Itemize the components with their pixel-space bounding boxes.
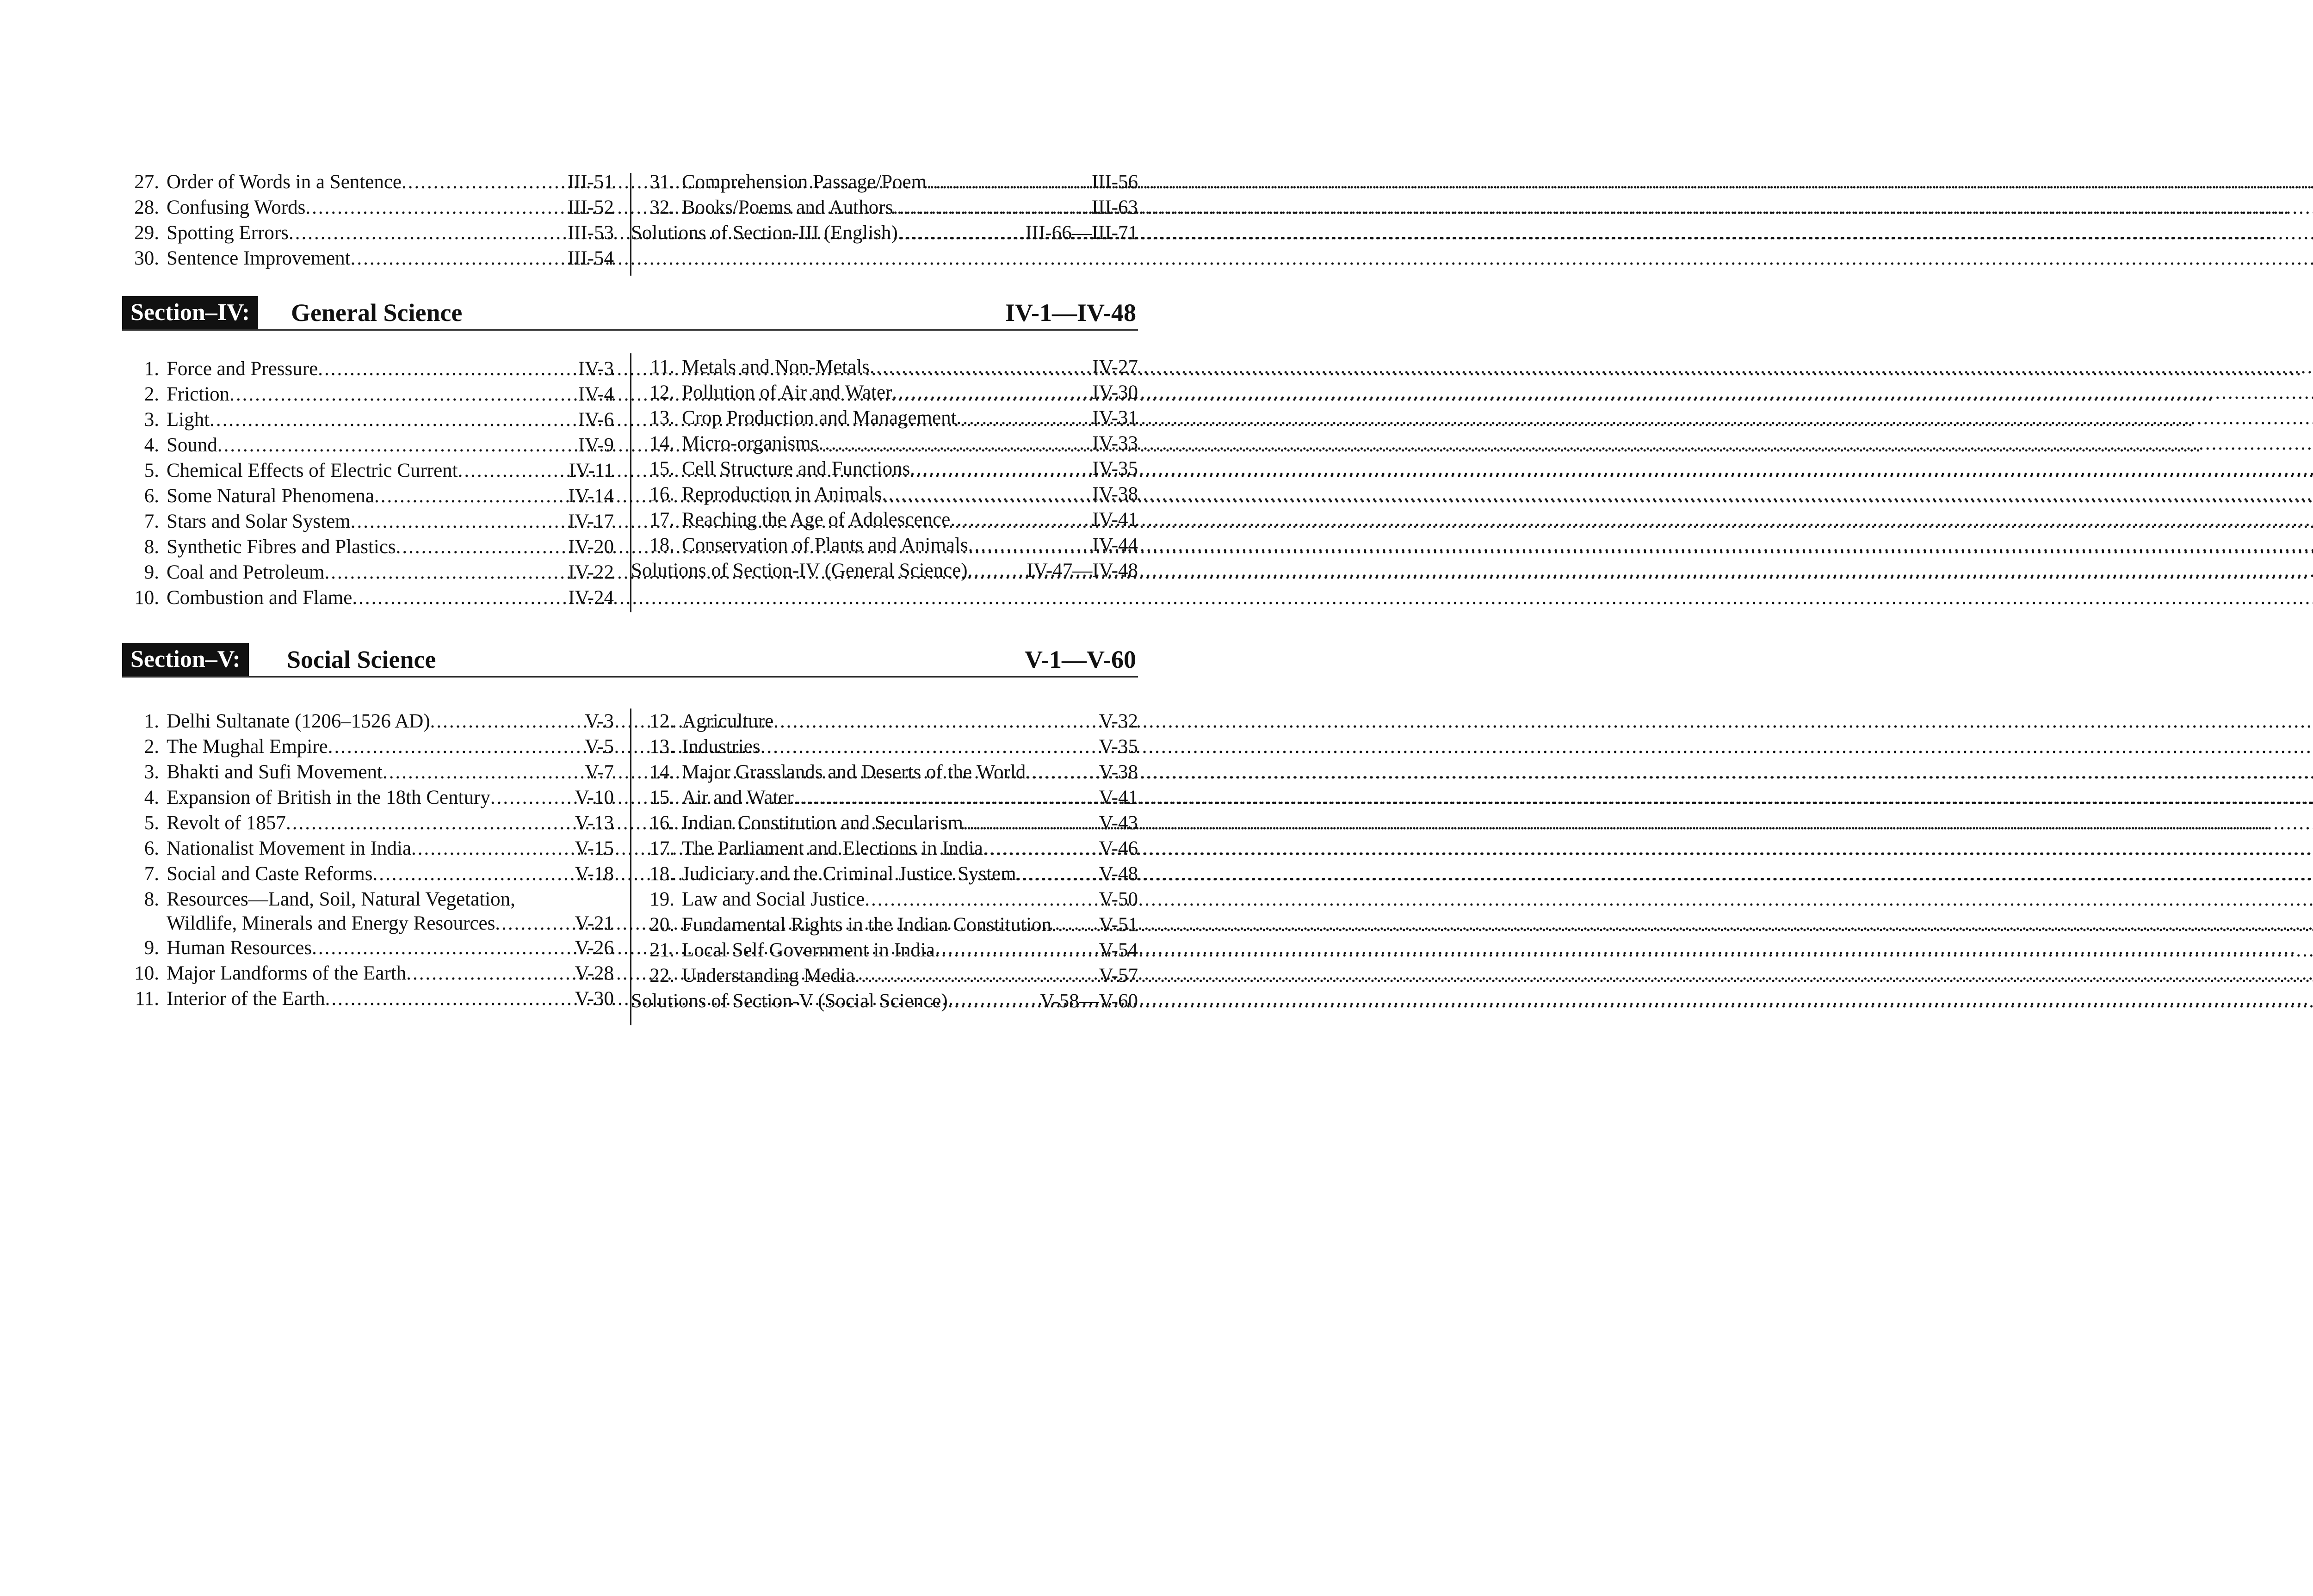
entry-title: Sentence Improvement [167, 247, 351, 269]
toc-column-left [126, 709, 614, 1011]
toc-entry[interactable] [126, 560, 614, 585]
solutions-title: Solutions of Section-IV (General Science) [631, 560, 968, 581]
entry-number: 27. [134, 171, 159, 193]
entry-title: Judiciary and the Criminal Justice System [682, 863, 1016, 885]
leader-dots [495, 912, 573, 935]
entry-page: III-52 [567, 197, 614, 218]
toc-entry[interactable] [641, 507, 1138, 532]
entry-title: Synthetic Fibres and Plastics [167, 536, 396, 558]
entry-page: IV-41 [1092, 509, 1138, 530]
solutions-entry[interactable] [631, 988, 1138, 1014]
entry-page: V-28 [575, 962, 614, 984]
entry-page: IV-17 [568, 511, 614, 532]
entry-number: 21. [649, 939, 674, 961]
toc-entry[interactable] [126, 986, 614, 1011]
entry-page: V-48 [1099, 863, 1138, 885]
leader-dots [372, 861, 573, 887]
toc-entry[interactable] [126, 407, 614, 432]
toc-entry[interactable] [641, 431, 1138, 456]
entry-page: V-3 [585, 710, 614, 732]
entry-title: Fundamental Rights in the Indian Constitution [682, 914, 1052, 936]
toc-column-left [126, 169, 614, 271]
leader-dots [352, 585, 566, 610]
solutions-entry[interactable] [631, 220, 1138, 246]
entry-page: V-46 [1099, 838, 1138, 859]
solutions-page: V-58—V-60 [1040, 990, 1138, 1012]
leader-dots [406, 961, 573, 986]
entry-page: IV-30 [1092, 382, 1138, 403]
toc-entry[interactable] [641, 759, 1138, 785]
toc-entry[interactable] [126, 887, 614, 935]
entry-page: V-15 [575, 838, 614, 859]
entry-number: 3. [144, 761, 159, 783]
toc-entry[interactable] [641, 380, 1138, 405]
toc-column-right [631, 354, 1138, 583]
leader-dots [229, 382, 576, 407]
toc-entry[interactable] [641, 963, 1138, 988]
entry-title: Cell Structure and Functions [682, 458, 910, 480]
entry-title: Comprehension Passage/Poem [682, 171, 927, 193]
toc-entry[interactable] [126, 709, 614, 734]
entry-page: III-53 [567, 222, 614, 244]
leader-dots [968, 532, 1091, 558]
entry-title: Delhi Sultanate (1206–1526 AD) [167, 710, 430, 732]
leader-dots [761, 734, 1097, 759]
leader-dots [910, 456, 1090, 481]
entry-title-continued: Wildlife, Minerals and Energy Resources [167, 912, 495, 934]
toc-entry[interactable] [126, 961, 614, 986]
entry-number: 13. [649, 736, 674, 758]
entry-title: Coal and Petroleum [167, 561, 325, 583]
toc-entry[interactable] [641, 456, 1138, 481]
entry-page: IV-35 [1092, 458, 1138, 480]
entry-number: 19. [649, 888, 674, 910]
leader-dots [411, 836, 573, 861]
entry-title: Metals and Non-Metals [682, 356, 870, 378]
entry-number: 22. [649, 965, 674, 986]
toc-entry[interactable] [641, 481, 1138, 507]
section-title: General Science [291, 299, 463, 327]
entry-page: III-56 [1091, 171, 1138, 193]
toc-entry[interactable] [641, 405, 1138, 431]
toc-entry[interactable] [126, 356, 614, 382]
entry-title: Pollution of Air and Water [682, 382, 892, 403]
entry-number: 6. [144, 485, 159, 507]
leader-dots [210, 407, 576, 432]
entry-title: Books/Poems and Authors [682, 197, 893, 218]
entry-page: V-54 [1099, 939, 1138, 961]
entry-title: Human Resources [167, 937, 312, 959]
entry-title: Force and Pressure [167, 358, 318, 380]
section-page-range: V-1—V-60 [1025, 646, 1136, 673]
entry-title: Chemical Effects of Electric Current [167, 460, 458, 481]
entry-number: 14. [649, 761, 674, 783]
entry-page: IV-24 [568, 587, 614, 609]
toc-entry[interactable] [126, 458, 614, 483]
toc-entry[interactable] [641, 861, 1138, 887]
leader-dots [794, 785, 1097, 810]
leader-dots [773, 709, 1097, 734]
toc-entry[interactable] [641, 169, 1138, 195]
entry-title: Combustion and Flame [167, 587, 353, 609]
leader-dots [1026, 759, 1097, 785]
entry-title: Law and Social Justice [682, 888, 865, 910]
entry-number: 9. [144, 561, 159, 583]
leader-dots [430, 709, 583, 734]
entry-title: Resources—Land, Soil, Natural Vegetation, [167, 888, 515, 910]
leader-dots [490, 785, 573, 810]
leader-dots [305, 195, 565, 220]
entry-number: 17. [649, 509, 674, 530]
leader-dots [458, 458, 567, 483]
entry-page: V-35 [1099, 736, 1138, 758]
entry-title: Major Grasslands and Deserts of the World [682, 761, 1026, 783]
entry-number: 3. [144, 409, 159, 431]
entry-number: 13. [649, 407, 674, 429]
entry-title: Agriculture [682, 710, 774, 732]
leader-dots [383, 759, 583, 785]
toc-entry[interactable] [126, 195, 614, 220]
toc-entry[interactable] [641, 836, 1138, 861]
leader-dots [351, 509, 567, 534]
toc-entry[interactable] [641, 810, 1138, 836]
leader-dots [983, 836, 1097, 861]
toc-entry[interactable] [126, 836, 614, 861]
entry-number: 8. [144, 536, 159, 558]
entry-number: 4. [144, 787, 159, 808]
entry-number: 18. [649, 863, 674, 885]
toc-column-left [126, 356, 614, 610]
solutions-page: III-66—III-71 [1025, 222, 1138, 244]
solutions-title: Solutions of Section-V (Social Science) [631, 990, 948, 1012]
toc-entry[interactable] [126, 861, 614, 887]
entry-number: 16. [649, 812, 674, 834]
section-label-badge: Section–V: [122, 643, 249, 676]
entry-number: 17. [649, 838, 674, 859]
leader-dots [935, 937, 1097, 963]
entry-number: 12. [649, 710, 674, 732]
entry-number: 8. [144, 888, 159, 910]
entry-page: V-41 [1099, 787, 1138, 808]
leader-dots [396, 534, 567, 560]
entry-number: 30. [134, 247, 159, 269]
toc-entry[interactable] [126, 759, 614, 785]
entry-title: Spotting Errors [167, 222, 289, 244]
entry-page: V-57 [1099, 965, 1138, 986]
toc-entry[interactable] [126, 432, 614, 458]
entry-page: V-5 [585, 736, 614, 758]
section-5-contents [122, 709, 1138, 1023]
entry-title: The Parliament and Elections in India [682, 838, 983, 859]
entry-page: V-18 [575, 863, 614, 885]
leader-dots [950, 507, 1090, 532]
entry-title: Confusing Words [167, 197, 306, 218]
entry-title: Nationalist Movement in India [167, 838, 412, 859]
entry-number: 10. [134, 962, 159, 984]
leader-dots [325, 986, 573, 1011]
entry-page: V-13 [575, 812, 614, 834]
entry-page: V-50 [1099, 888, 1138, 910]
leader-dots [325, 560, 567, 585]
toc-entry[interactable] [126, 483, 614, 509]
toc-entry[interactable] [126, 169, 614, 195]
toc-entry[interactable] [126, 585, 614, 610]
entry-number: 6. [144, 838, 159, 859]
entry-title: Conservation of Plants and Animals [682, 534, 968, 556]
leader-dots [927, 169, 1090, 195]
entry-title: Stars and Solar System [167, 511, 351, 532]
entry-number: 7. [144, 511, 159, 532]
leader-dots [286, 810, 573, 836]
leader-dots [892, 380, 1090, 405]
solutions-page: IV-47—IV-48 [1027, 560, 1138, 581]
solutions-entry[interactable] [631, 558, 1138, 583]
entry-page: IV-3 [578, 358, 614, 380]
entry-number: 29. [134, 222, 159, 244]
entry-number: 4. [144, 434, 159, 456]
section-3-continued [122, 169, 1138, 271]
entry-number: 9. [144, 937, 159, 959]
section-page-range: IV-1—IV-48 [1005, 299, 1136, 327]
entry-number: 1. [144, 710, 159, 732]
toc-entry[interactable] [641, 785, 1138, 810]
leader-dots [312, 935, 573, 961]
entry-page: V-32 [1099, 710, 1138, 732]
entry-number: 5. [144, 460, 159, 481]
entry-page: V-43 [1099, 812, 1138, 834]
toc-entry[interactable] [641, 195, 1138, 220]
entry-number: 12. [649, 382, 674, 403]
toc-entry[interactable] [126, 734, 614, 759]
toc-entry[interactable] [126, 935, 614, 961]
entry-title: Light [167, 409, 210, 431]
entry-title: Air and Water [682, 787, 794, 808]
entry-page: V-51 [1099, 914, 1138, 936]
toc-entry[interactable] [641, 937, 1138, 963]
entry-title: Sound [167, 434, 217, 456]
toc-entry[interactable] [126, 785, 614, 810]
entry-title: Reproduction in Animals [682, 483, 882, 505]
leader-dots [318, 356, 576, 382]
entry-number: 11. [650, 356, 674, 378]
entry-number: 15. [649, 787, 674, 808]
leader-dots [968, 558, 1025, 583]
entry-title: Major Landforms of the Earth [167, 962, 407, 984]
entry-title: Understanding Media [682, 965, 855, 986]
entry-page: IV-38 [1092, 483, 1138, 505]
leader-dots [402, 169, 566, 195]
entry-number: 7. [144, 863, 159, 885]
leader-dots [882, 481, 1090, 507]
entry-page: V-26 [575, 937, 614, 959]
section-4-header [122, 296, 1138, 331]
leader-dots [963, 810, 1097, 836]
leader-dots [898, 220, 1024, 246]
entry-title: Bhakti and Sufi Movement [167, 761, 383, 783]
entry-page: V-38 [1099, 761, 1138, 783]
section-label-badge: Section–IV: [122, 296, 258, 329]
entry-number: 28. [134, 197, 159, 218]
toc-entry[interactable] [126, 810, 614, 836]
entry-title: Interior of the Earth [167, 988, 325, 1010]
entry-page: IV-9 [578, 434, 614, 456]
entry-title: Order of Words in a Sentence [167, 171, 402, 193]
entry-page: V-10 [575, 787, 614, 808]
entry-page: IV-33 [1092, 432, 1138, 454]
leader-dots [957, 405, 1091, 431]
entry-title: Expansion of British in the 18th Century [167, 787, 490, 808]
entry-number: 20. [649, 914, 674, 936]
entry-page: IV-11 [569, 460, 614, 481]
leader-dots [217, 432, 576, 458]
toc-entry[interactable] [641, 354, 1138, 380]
entry-page: IV-22 [568, 561, 614, 583]
entry-page: V-30 [575, 988, 614, 1010]
entry-title: Crop Production and Management [682, 407, 957, 429]
toc-entry[interactable] [126, 382, 614, 407]
entry-page: V-21 [575, 912, 614, 934]
entry-page: IV-6 [578, 409, 614, 431]
leader-dots [865, 887, 1097, 912]
section-5-header [122, 643, 1138, 678]
entry-number: 14. [649, 432, 674, 454]
entry-page: IV-44 [1092, 534, 1138, 556]
leader-dots [351, 246, 566, 271]
toc-entry[interactable] [641, 887, 1138, 912]
leader-dots [870, 354, 1090, 380]
entry-title: Some Natural Phenomena [167, 485, 375, 507]
entry-page: V-7 [585, 761, 614, 783]
entry-number: 18. [649, 534, 674, 556]
entry-title: Revolt of 1857 [167, 812, 286, 834]
entry-number: 11. [135, 988, 159, 1010]
entry-number: 32. [649, 197, 674, 218]
entry-number: 2. [144, 383, 159, 405]
entry-title: Industries [682, 736, 761, 758]
entry-title: Friction [167, 383, 230, 405]
solutions-title: Solutions of Section-III (English) [631, 222, 898, 244]
leader-dots [893, 195, 1089, 220]
toc-entry[interactable] [641, 734, 1138, 759]
entry-number: 15. [649, 458, 674, 480]
section-4-contents [122, 354, 1138, 613]
leader-dots [328, 734, 583, 759]
entry-page: IV-4 [578, 383, 614, 405]
toc-entry[interactable] [641, 709, 1138, 734]
toc-column-right [631, 709, 1138, 1014]
entry-page: IV-27 [1092, 356, 1138, 378]
leader-dots [818, 431, 1090, 456]
leader-dots [289, 220, 566, 246]
entry-title: Micro-organisms [682, 432, 819, 454]
entry-title: Social and Caste Reforms [167, 863, 373, 885]
entry-page: IV-20 [568, 536, 614, 558]
toc-entry[interactable] [641, 532, 1138, 558]
leader-dots [374, 483, 566, 509]
entry-number: 2. [144, 736, 159, 758]
toc-entry[interactable] [126, 509, 614, 534]
leader-dots [948, 988, 1038, 1014]
section-title: Social Science [287, 646, 436, 673]
entry-title: Indian Constitution and Secularism [682, 812, 963, 834]
entry-number: 5. [144, 812, 159, 834]
leader-dots [1016, 861, 1097, 887]
entry-page: III-54 [567, 247, 614, 269]
toc-entry[interactable] [126, 534, 614, 560]
toc-entry[interactable] [126, 246, 614, 271]
entry-title: The Mughal Empire [167, 736, 328, 758]
entry-page: III-63 [1091, 197, 1138, 218]
leader-dots [1051, 912, 1097, 937]
entry-page: IV-31 [1092, 407, 1138, 429]
entry-title: Reaching the Age of Adolescence [682, 509, 951, 530]
entry-number: 10. [134, 587, 159, 609]
entry-page: IV-14 [568, 485, 614, 507]
toc-column-right [631, 169, 1138, 246]
leader-dots [855, 963, 1097, 988]
entry-number: 16. [649, 483, 674, 505]
toc-entry[interactable] [126, 220, 614, 246]
entry-page: III-51 [567, 171, 614, 193]
entry-title: Local Self Government in India [682, 939, 935, 961]
entry-number: 31. [649, 171, 674, 193]
toc-entry[interactable] [641, 912, 1138, 937]
entry-number: 1. [144, 358, 159, 380]
